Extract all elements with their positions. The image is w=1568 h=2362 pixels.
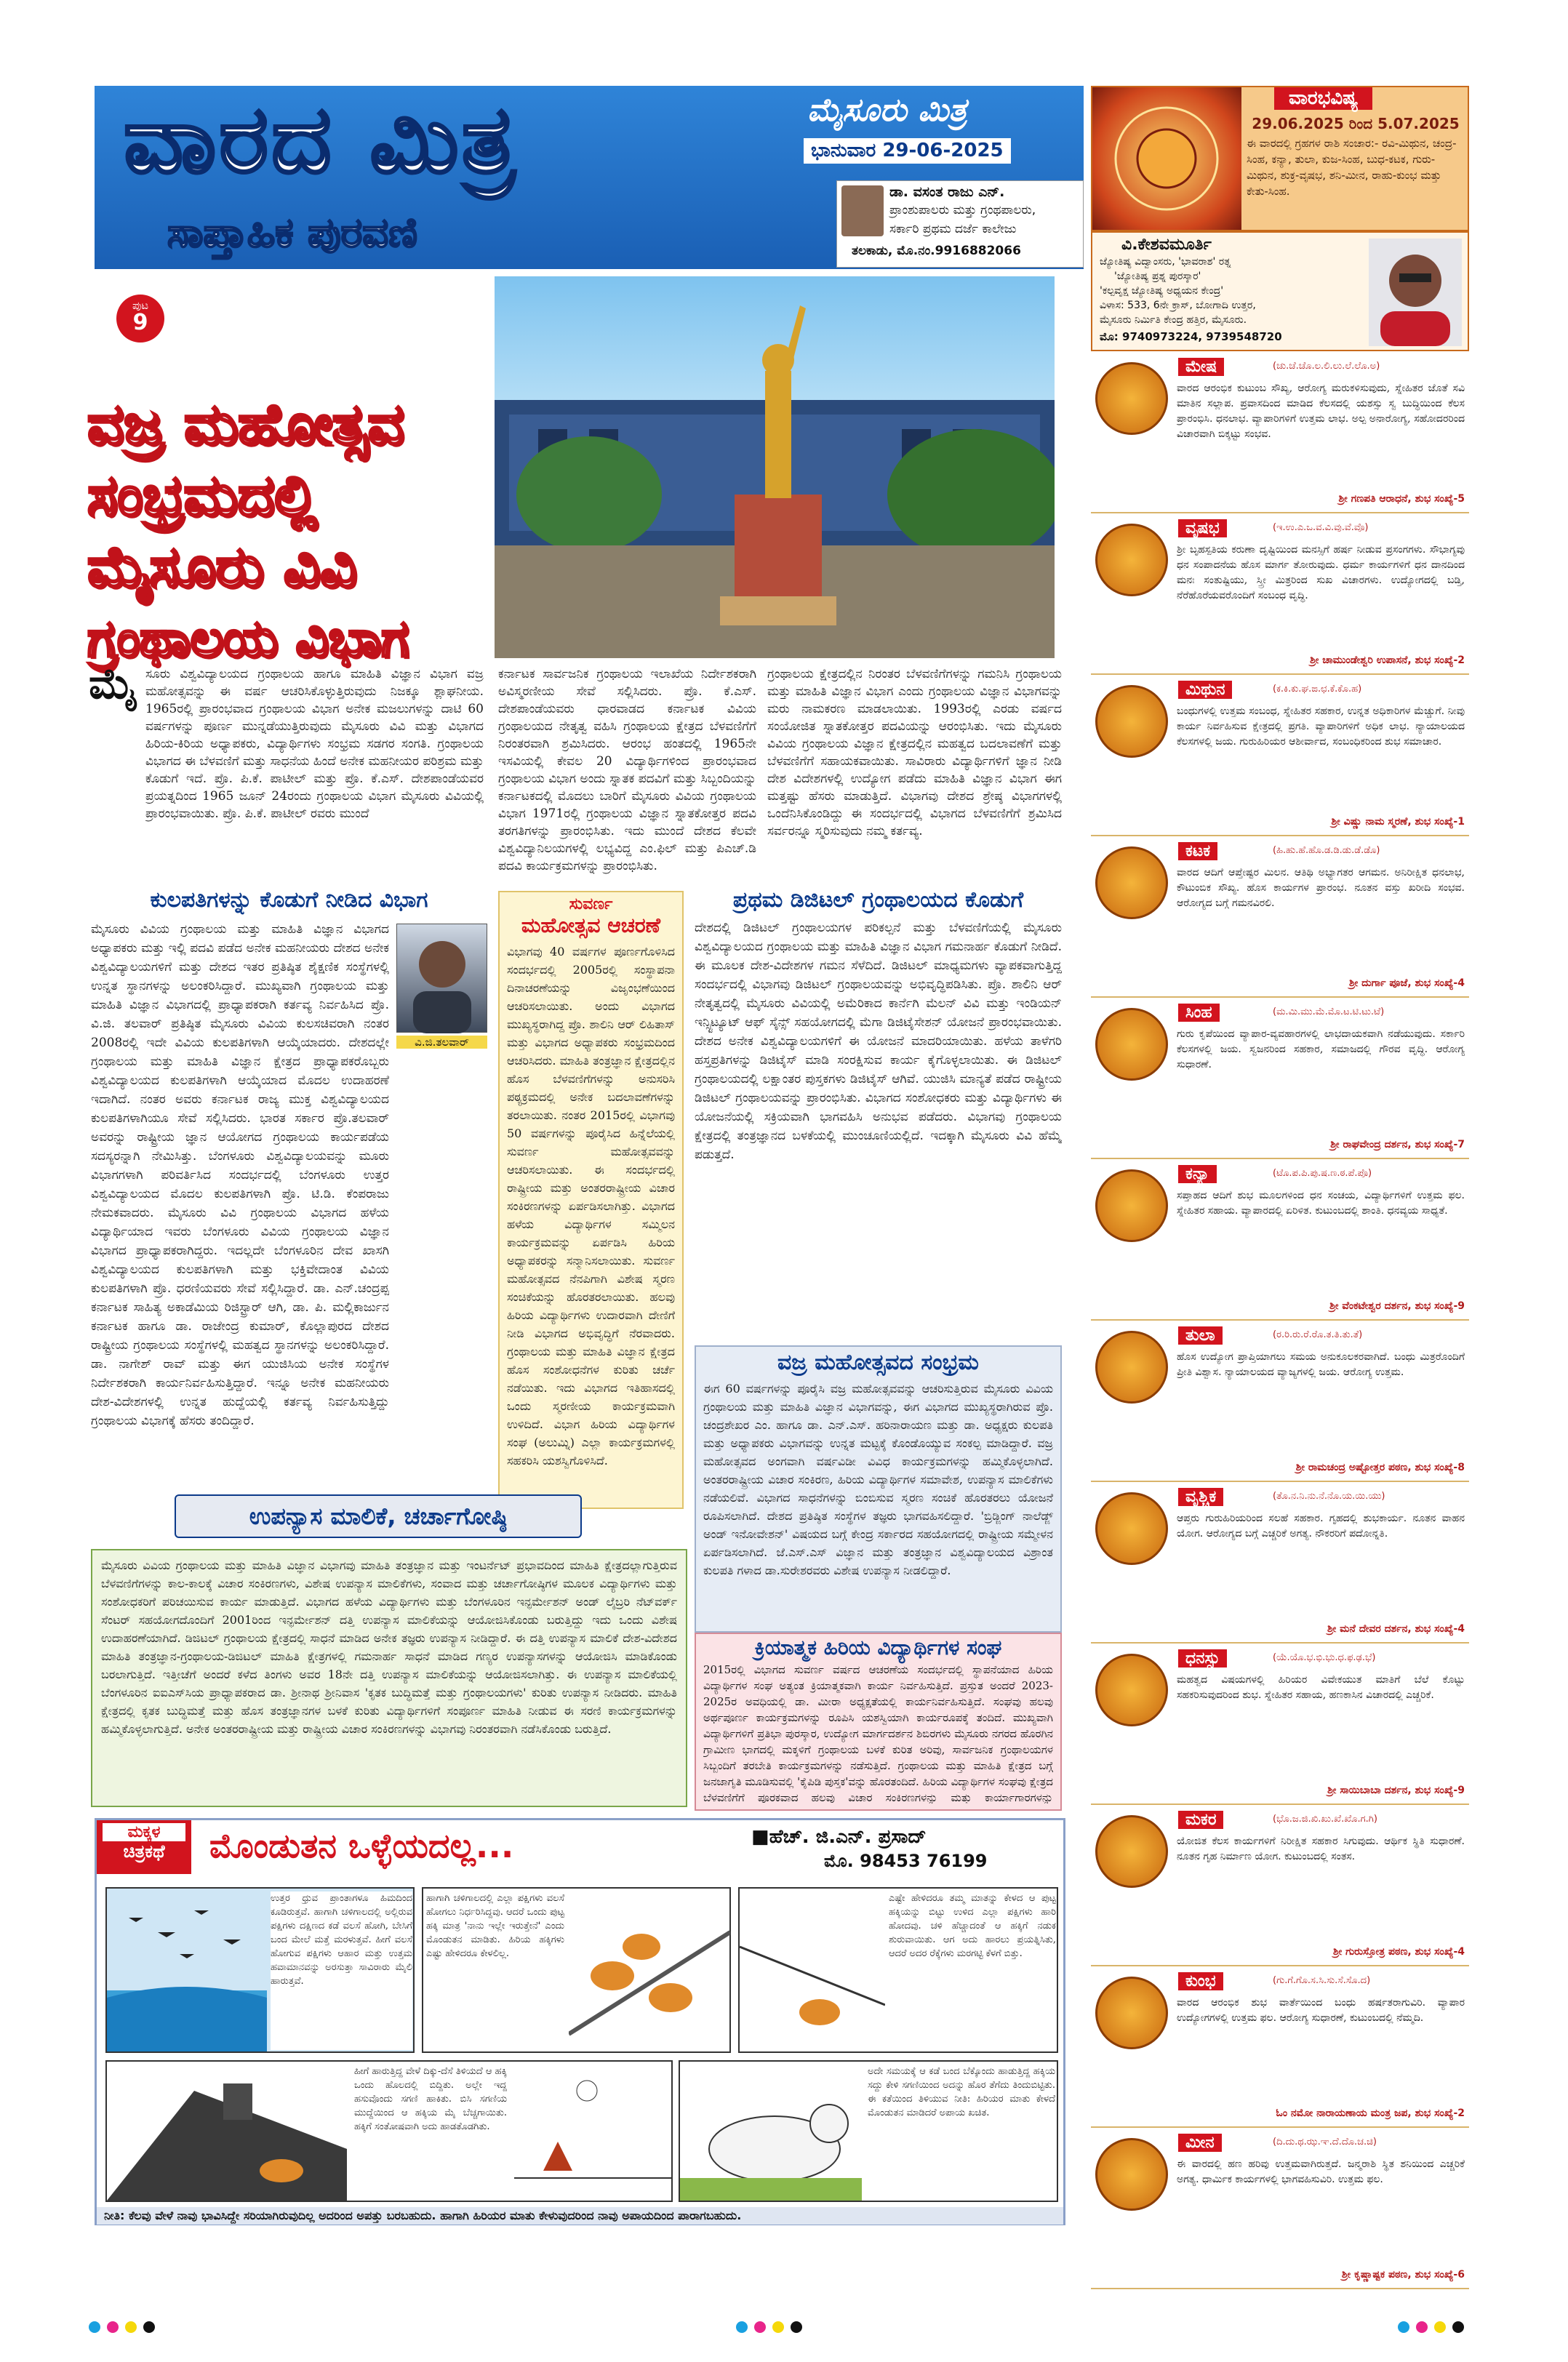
headline: [87, 389, 484, 674]
intro-col-2: ಕರ್ನಾಟಕ ಸಾರ್ವಜನಿಕ ಗ್ರಂಥಾಲಯ ಇಲಾಖೆಯ ನಿರ್ದೇಶಕರಾಗಿ ಅವಿಸ್ಮರಣೀಯ ಸೇವೆ ಸಲ್ಲಿಸಿದರು. ಪ್ರೊ. ಕೆ.ಎಸ್. ದೇಶಪಾಂಡೆಯವರು ಧಾರವಾಡದ ಕರ್ನಾಟಕ ವಿವಿಯ ಗ್ರಂಥಾಲಯದ ನೇತೃತ್ವ ವಹಿಸಿ ಗ್ರಂಥಾಲಯ ಕ್ಷೇತ್ರದ ಬೆಳವಣಿಗೆಗೆ ನಿರಂತರವಾಗಿ ಶ್ರಮಿಸಿದರು. ಆರಂಭ ಹಂತದಲ್ಲಿ 1965ನೇ ಇಸವಿಯಲ್ಲಿ ಕೇವಲ 20 ವಿದ್ಯಾರ್ಥಿಗಳಿಂದ ಪ್ರಾರಂಭವಾದ ಗ್ರಂಥಾಲಯ ವಿಭಾಗ ಅಂದು ಸ್ನಾತಕ ಪದವಿಗೆ ಮತ್ತು ಸಿಬ್ಬಂದಿಯನ್ನು ಕರ್ನಾಟಕದಲ್ಲಿ ಮೊದಲು ಬಾರಿಗೆ ಮೈಸೂರು ವಿವಿಯ ಗ್ರಂಥಾಲಯ ವಿಭಾಗ 1971ರಲ್ಲಿ ಗ್ರಂಥಾಲಯ ವಿಜ್ಞಾನ ಸ್ನಾತಕೋತ್ತರ ಪದವಿ ತರಗತಿಗಳನ್ನು ಪ್ರಾರಂಭಿಸಿತು. ಇದು ಮುಂದೆ ದೇಶದ ಕೆಲವೇ ವಿಶ್ವವಿದ್ಯಾನಿಲಯಗಳಲ್ಲಿ ಲಭ್ಯವಿದ್ದ ಎಂ.ಫಿಲ್ ಮತ್ತು ಪಿಎಚ್.ಡಿ ಪದವಿ ಕಾರ್ಯಕ್ರಮಗಳನ್ನು ಪ್ರಾರಂಭಿಸಿತು.: [498, 667, 756, 873]
sign-text: ಯೋಜಿತ ಕೆಲಸ ಕಾರ್ಯಗಳಿಗೆ ನಿರೀಕ್ಷಿತ ಸಹಕಾರ ಸಿಗುವುದು. ಆರ್ಥಿಕ ಸ್ಥಿತಿ ಸುಧಾರಣೆ. ನೂತನ ಗೃಹ ನಿರ್ಮಾಣ ಯೋಗ. ಕುಟುಂಬದಲ್ಲಿ ಸಂತಸ.: [1177, 1835, 1465, 1862]
comic-panel-text: ಹಾಗಾಗಿ ಚಳಿಗಾಲದಲ್ಲಿ ಎಲ್ಲಾ ಪಕ್ಷಿಗಳು ವಲಸೆ ಹೋಗಲು ನಿರ್ಧರಿಸಿದ್ದವು. ಆದರೆ ಒಂದು ಪುಟ್ಟ ಹಕ್ಕಿ ಮಾತ್ರ 'ನಾನು ಇಲ್ಲೇ ಇರುತ್ತೇನೆ' ಎಂದು ಮೊಂಡುತನ ಮಾಡಿತು. ಹಿರಿಯ ಹಕ್ಕಿಗಳು ಎಷ್ಟು ಹೇಳಿದರೂ ಕೇಳಲಿಲ್ಲ.: [426, 1893, 564, 1959]
comic-panel-text: ಹೀಗೆ ಹಾರುತ್ತಿದ್ದ ವೇಳೆ ದಿಕ್ಕು-ದೆಸೆ ತಿಳಿಯದೆ ಆ ಹಕ್ಕಿ ಒಂದು ಹೊಲದಲ್ಲಿ ಬಿದ್ದಿತು. ಅಲ್ಲೇ ಇದ್ದ ಹಸುವೊಂದು ಸಗಣಿ ಹಾಕಿತು. ಬಿಸಿ ಸಗಣಿಯ ಮುದ್ದೆಯಿಂದ ಆ ಹಕ್ಕಿಯ ಮೈ ಬೆಚ್ಚಗಾಯಿತು. ಹಕ್ಕಿಗೆ ಸಂತೋಷವಾಗಿ ಅದು ಹಾಡತೊಡಗಿತು.: [354, 2066, 507, 2132]
sign-remedy: ಶ್ರೀ ಮನೆ ದೇವರ ದರ್ಶನ, ಶುಭ ಸಂಖ್ಯೆ-4: [1327, 1623, 1465, 1635]
zodiac-icon: [1095, 846, 1168, 919]
horoscope-intro: ಈ ವಾರದಲ್ಲಿ ಗ್ರಹಗಳ ರಾಶಿ ಸಂಚಾರ:- ರವಿ-ಮಿಥುನ, ಚಂದ್ರ-ಸಿಂಹ, ಕನ್ಯಾ, ತುಲಾ, ಕುಜ-ಸಿಂಹ, ಬುಧ-ಕಟಕ, ಗುರು-ಮಿಥುನ, ಶುಕ್ರ-ವೃಷಭ, ಶನಿ-ಮೀನ, ರಾಹು-ಕುಂಭ ಮತ್ತು ಕೇತು-ಸಿಂಹ.: [1247, 137, 1457, 198]
sign-text: ಶ್ರೀ ಬೃಹಸ್ಪತಿಯ ಕರುಣಾ ದೃಷ್ಟಿಯಿಂದ ಮನಸ್ಸಿಗೆ ಹರ್ಷ ನೀಡುವ ಪ್ರಸಂಗಗಳು. ಸೌಭಾಗ್ಯವು ಧನ ಸಂಪಾದನೆಯ ಹೊಸ ಮಾರ್ಗ ತೋರುವುದು. ಧರ್ಮ ಕಾರ್ಯಗಳಿಗೆ ಧನ ದಾನದಿಂದ ಮನಃ ಸಂತುಷ್ಟಿಯು, ಸ್ತ್ರೀ ಮಿತ್ರರಿಂದ ಸುಖ ವಿಚಾರಗಳು. ಉದ್ಯೋಗದಲ್ಲಿ ಬಡ್ತಿ, ನೆರೆಹೊರೆಯವರೊಂದಿಗೆ ಸಂಬಂಧ ವೃದ್ಧಿ.: [1177, 544, 1465, 601]
page-number: 9: [132, 310, 148, 335]
sign-letters: (ಯೆ.ಯೊ.ಭ.ಭಿ.ಭು.ಧ.ಫ.ಢ.ಭೆ): [1273, 1652, 1376, 1663]
astrologer-line: ವಿಳಾಸ: 533, 6ನೇ ಕ್ರಾಸ್, ಬೋಗಾದಿ ಉತ್ತರ,: [1100, 300, 1256, 311]
comic-panel-3: [738, 1887, 1058, 2053]
sign-name: ಸಿಂಹ: [1178, 1004, 1220, 1022]
sign-remedy: ಶ್ರೀ ವಿಷ್ಣು ನಾಮ ಸ್ಮರಣೆ, ಶುಭ ಸಂಖ್ಯೆ-1: [1331, 816, 1465, 828]
page-label: ಪುಟ: [132, 299, 148, 312]
comic-tag: [97, 1820, 191, 1874]
zodiac-icon: [1095, 362, 1168, 435]
sign-letters: (ಇ.ಉ.ಎ.ಒ.ವ.ವಿ.ವು.ವೆ.ವೊ): [1273, 522, 1369, 533]
sign-remedy: ಶ್ರೀ ಗುರುಸ್ತೋತ್ರ ಪಠಣ, ಶುಭ ಸಂಖ್ಯೆ-4: [1332, 1946, 1465, 1958]
comic-panel-4: [105, 2060, 673, 2202]
section5-body: 2015ರಲ್ಲಿ ವಿಭಾಗದ ಸುವರ್ಣ ವರ್ಷದ ಆಚರಣೆಯ ಸಂದರ್ಭದಲ್ಲಿ ಸ್ಥಾಪನೆಯಾದ ಹಿರಿಯ ವಿದ್ಯಾರ್ಥಿಗಳ ಸಂಘ ಅತ್ಯಂತ ಕ್ರಿಯಾತ್ಮಕವಾಗಿ ಕಾರ್ಯ ನಿರ್ವಹಿಸುತ್ತಿದೆ. ಪ್ರಸ್ತುತ ಅಂದರೆ 2023-2025ರ ಅವಧಿಯಲ್ಲಿ ಡಾ. ಮೀರಾ ಅಧ್ಯಕ್ಷತೆಯಲ್ಲಿ ಕಾರ್ಯನಿರ್ವಹಿಸುತ್ತಿದೆ. ಸಂಘವು ಹಲವು ಅರ್ಥಪೂರ್ಣ ಕಾರ್ಯಕ್ರಮಗಳನ್ನು ರೂಪಿಸಿ ಯಶಸ್ವಿಯಾಗಿ ಕಾರ್ಯರೂಪಕ್ಕೆ ತಂದಿದೆ. ಮುಖ್ಯವಾಗಿ ವಿದ್ಯಾರ್ಥಿಗಳಿಗೆ ಪ್ರತಿಭಾ ಪುರಸ್ಕಾರ, ಉದ್ಯೋಗ ಮಾರ್ಗದರ್ಶನ ಶಿಬಿರಗಳು ಮೈಸೂರು ನಗರದ ಹೊರಗಿನ ಗ್ರಾಮೀಣ ಭಾಗದಲ್ಲಿ ಮಕ್ಕಳಿಗೆ ಗ್ರಂಥಾಲಯ ಬಳಕೆ ಕುರಿತ ಅರಿವು, ಸಾರ್ವಜನಿಕ ಗ್ರಂಥಾಲಯಗಳ ಸಿಬ್ಬಂದಿಗೆ ತರಬೇತಿ ಕಾರ್ಯಕ್ರಮಗಳನ್ನು ನಡೆಸುತ್ತಿದೆ. ಗ್ರಂಥಾಲಯ ಮತ್ತು ಮಾಹಿತಿ ಕ್ಷೇತ್ರದ ಬಗ್ಗೆ ಜನಜಾಗೃತಿ ಮೂಡಿಸುವಲ್ಲಿ 'ಕೈಪಿಡಿ ಪುಸ್ತಕ'ವನ್ನು ಹೊರತಂದಿದೆ. ಹಿರಿಯ ವಿದ್ಯಾರ್ಥಿಗಳ ಸಂಘವು ಕ್ಷೇತ್ರದ ಬೆಳವಣಿಗೆಗೆ ಪೂರಕವಾದ ಹಲವು ವಿಚಾರ ಸಂಕಿರಣಗಳನ್ನು ಮತ್ತು ಕಾರ್ಯಾಗಾರಗಳನ್ನು: [703, 1663, 1053, 1803]
sign-remedy: ಶ್ರೀ ಕೃಷ್ಣಾಷ್ಟಕ ಪಠಣ, ಶುಭ ಸಂಖ್ಯೆ-6: [1341, 2269, 1465, 2281]
comic-title: ಮೊಂಡುತನ ಒಳ್ಳೆಯದಲ್ಲ...: [209, 1826, 514, 1865]
sign-name: ತುಲಾ: [1178, 1326, 1223, 1345]
zodiac-icon: [1095, 1654, 1168, 1726]
section3-body: ದೇಶದಲ್ಲಿ ಡಿಜಿಟಲ್ ಗ್ರಂಥಾಲಯಗಳ ಪರಿಕಲ್ಪನೆ ಮತ್ತು ಬೆಳವಣಿಗೆಯಲ್ಲಿ ಮೈಸೂರು ವಿಶ್ವವಿದ್ಯಾಲಯದ ಗ್ರಂಥಾಲಯ ಮತ್ತು ಮಾಹಿತಿ ವಿಜ್ಞಾನ ವಿಭಾಗ ಗಮನಾರ್ಹ ಕೊಡುಗೆ ನೀಡಿದೆ. ಈ ಮೂಲಕ ದೇಶ-ವಿದೇಶಗಳ ಗಮನ ಸೆಳೆದಿದೆ. ಡಿಜಿಟಲ್ ಮಾಧ್ಯಮಗಳು ವ್ಯಾಪಕವಾಗುತ್ತಿದ್ದ ಸಂದರ್ಭದಲ್ಲಿ ವಿಭಾಗವು ಡಿಜಿಟಲ್ ಗ್ರಂಥಾಲಯವನ್ನು ಅಭಿವೃದ್ಧಿಪಡಿಸಿತು. ಪ್ರೊ. ಶಾಲಿನಿ ಆರ್ ನೇತೃತ್ವದಲ್ಲಿ ಮೈಸೂರು ವಿವಿಯಲ್ಲಿ ಅಮೆರಿಕಾದ ಕಾರ್ನೆಗಿ ಮೆಲನ್ ವಿವಿ ಮತ್ತು ಇಂಡಿಯನ್ ಇನ್ಸ್ಟಿಟ್ಯೂಟ್ ಆಫ್ ಸೈನ್ಸ್ ಸಹಯೋಗದಲ್ಲಿ ಮೆಗಾ ಡಿಜಿಟೈಸೇಶನ್ ಯೋಜನೆ ಪ್ರಾರಂಭವಾಯಿತು. ದೇಶದ ಅನೇಕ ವಿಶ್ವವಿದ್ಯಾಲಯಗಳಿಗೆ ಈ ಯೋಜನೆ ಮಾದರಿಯಾಯಿತು. ಹಳೆಯ ತಾಳೆಗರಿ ಹಸ್ತಪ್ರತಿಗಳನ್ನು ಡಿಜಿಟೈಸ್ ಮಾಡಿ ಸಂರಕ್ಷಿಸುವ ಕಾರ್ಯ ಕೈಗೊಳ್ಳಲಾಯಿತು. ಈ ಡಿಜಿಟಲ್ ಗ್ರಂಥಾಲಯದಲ್ಲಿ ಲಕ್ಷಾಂತರ ಪುಸ್ತಕಗಳು ಡಿಜಿಟೈಸ್ ಆಗಿವೆ. ಯುಜಿಸಿ ಮಾನ್ಯತೆ ಪಡೆದ ರಾಷ್ಟ್ರೀಯ ಡಿಜಿಟಲ್ ಗ್ರಂಥಾಲಯವನ್ನು ಪ್ರಾರಂಭಿಸಿತು. ವಿಭಾಗದ ಸಂಶೋಧಕರು ಮತ್ತು ವಿದ್ಯಾರ್ಥಿಗಳು ಈ ಯೋಜನೆಯಲ್ಲಿ ಸಕ್ರಿಯವಾಗಿ ಭಾಗವಹಿಸಿ ಅನುಭವ ಪಡೆದರು. ವಿಭಾಗವು ಗ್ರಂಥಾಲಯ ಕ್ಷೇತ್ರದಲ್ಲಿ ತಂತ್ರಜ್ಞಾನದ ಬಳಕೆಯಲ್ಲಿ ಮುಂಚೂಣಿಯಲ್ಲಿದೆ. ಇದಕ್ಕಾಗಿ ಮೈಸೂರು ವಿವಿ ಹೆಮ್ಮೆ ಪಡುತ್ತದೆ.: [695, 921, 1062, 1162]
editor-name: ಡಾ. ವಸಂತ ರಾಜು ಎನ್.: [889, 184, 1005, 200]
editor-line: ಪ್ರಾಂಶುಪಾಲರು ಮತ್ತು ಗ್ರಂಥಪಾಲರು,: [889, 203, 1036, 217]
editor-photo: [841, 185, 884, 236]
astrologer-line: 'ಕಲ್ಪವೃಕ್ಷ ಜ್ಯೋತಿಷ್ಯ ಅಧ್ಯಯನ ಕೇಂದ್ರ': [1100, 285, 1224, 297]
comic-panel-5: [679, 2060, 1058, 2202]
vg-talawar-photo: [396, 924, 487, 1033]
sign-remedy: ಶ್ರೀ ರಾಮಚಂದ್ರ ಅಷ್ಟೋತ್ತರ ಪಠಣ, ಶುಭ ಸಂಖ್ಯೆ-8: [1295, 1462, 1465, 1473]
zodiac-icon: [1095, 685, 1168, 758]
astrologer-name: ವಿ.ಕೇಶವಮೂರ್ತಿ: [1121, 236, 1212, 254]
sign-text: ಆಪ್ತರು ಗುರುಹಿರಿಯರಿಂದ ಸಲಹೆ ಸಹಕಾರ. ಗೃಹದಲ್ಲಿ ಶುಭಕಾರ್ಯ. ನೂತನ ವಾಹನ ಯೋಗ. ಆರೋಗ್ಯದ ಬಗ್ಗೆ ಎಚ್ಚರಿಕೆ ಅಗತ್ಯ. ನೌಕರರಿಗೆ ಪದೋನ್ನತಿ.: [1177, 1513, 1465, 1540]
horoscope-sign: [1091, 1969, 1469, 2128]
sign-letters: (ಕ.ಕಿ.ಕು.ಘ.ಙ.ಛ.ಕೆ.ಕೊ.ಹ): [1273, 684, 1362, 694]
section-heading: ಕುಲಪತಿಗಳನ್ನು ಕೊಡುಗೆ ನೀಡಿದ ವಿಭಾಗ: [150, 887, 428, 913]
sign-text: ಮಹತ್ವದ ವಿಷಯಗಳಲ್ಲಿ ಹಿರಿಯರ ವಿವೇಕಯುತ ಮಾತಿಗೆ ಬೆಲೆ ಕೊಟ್ಟು ಸಹಕರಿಸುವುದರಿಂದ ಶುಭ. ಸ್ನೇಹಿತರ ಸಹಾಯ, ಹಣಕಾಸಿನ ವಿಚಾರದಲ್ಲಿ ಎಚ್ಚರಿಕೆ.: [1177, 1674, 1465, 1701]
photo-caption: ವಿ.ಜಿ.ತಲವಾರ್: [396, 1036, 487, 1049]
zodiac-icon: [1095, 1169, 1168, 1242]
sign-letters: (ಚು.ಚೆ.ಚೊ.ಲ.ಲಿ.ಲು.ಲೆ.ಲೊ.ಅ): [1273, 361, 1380, 372]
alumni-box: [695, 1633, 1062, 1811]
statue-photo: [495, 276, 1055, 658]
editor-line: ಸರ್ಕಾರಿ ಪ್ರಥಮ ದರ್ಜೆ ಕಾಲೇಜು: [889, 222, 1017, 236]
sign-name: ಮೀನ: [1178, 2134, 1222, 2152]
comic-panel-2: [422, 1887, 731, 2053]
sign-name: ಧನಸ್ಸು: [1178, 1649, 1227, 1668]
horoscope-dates: 29.06.2025 ರಿಂದ 5.07.2025: [1252, 115, 1460, 132]
zodiac-icon: [1095, 1008, 1168, 1081]
section6-body: ಮೈಸೂರು ವಿವಿಯ ಗ್ರಂಥಾಲಯ ಮತ್ತು ಮಾಹಿತಿ ವಿಜ್ಞಾನ ವಿಭಾಗವು ಮಾಹಿತಿ ತಂತ್ರಜ್ಞಾನ ಮತ್ತು ಇಂಟರ್ನೆಟ್ ಪ್ರಭಾವದಿಂದ ಮಾಹಿತಿ ಕ್ಷೇತ್ರದಲ್ಲಾಗುತ್ತಿರುವ ಬೆಳವಣಿಗೆಗಳನ್ನು ಕಾಲ-ಕಾಲಕ್ಕೆ ವಿಚಾರ ಸಂಕಿರಣಗಳು, ವಿಶೇಷ ಉಪನ್ಯಾಸ ಮಾಲಿಕೆಗಳು, ಸಂವಾದ ಮತ್ತು ಚರ್ಚಾಗೋಷ್ಠಿಗಳ ಮೂಲಕ ವಿದ್ಯಾರ್ಥಿಗಳು ಮತ್ತು ಸಂಶೋಧಕರಿಗೆ ಪರಿಚಯಿಸುವ ಕಾರ್ಯ ಮಾಡುತ್ತಿದೆ. ವಿಭಾಗದ ಹಳೆಯ ವಿದ್ಯಾರ್ಥಿಗಳು ಮತ್ತು ಬೆಂಗಳೂರಿನ ಇನ್ಫರ್ಮೇಶನ್ ಅಂಡ್ ಲೈಬ್ರರಿ ನೆಟ್‌ವರ್ಕ್ ಸೆಂಟರ್ ಸಹಯೋಗದೊಂದಿಗೆ 2001ರಿಂದ ಇನ್ಫರ್ಮೇಶನ್ ದತ್ತಿ ಉಪನ್ಯಾಸ ಮಾಲಿಕೆಯನ್ನು ಆಯೋಜಿಸಿಕೊಂಡು ಬರುತ್ತಿದ್ದು ಇದು ಒಂದು ವಿಶೇಷ ಉದಾಹರಣೆಯಾಗಿದೆ. ಡಿಜಿಟಲ್ ಗ್ರಂಥಾಲಯ ಕ್ಷೇತ್ರದಲ್ಲಿ ಸಾಧನೆ ಮಾಡಿದ ಅನೇಕ ತಜ್ಞರು ಉಪನ್ಯಾಸ ನೀಡಿದ್ದಾರೆ. ಈ ದತ್ತಿ ಉಪನ್ಯಾಸ ಮಾಲಿಕೆ ದೇಶ-ವಿದೇಶದ ಮಾಹಿತಿ ತಂತ್ರಜ್ಞಾನ-ಗ್ರಂಥಾಲಯ-ಡಿಜಿಟಲ್ ಮಾಹಿತಿ ಕ್ಷೇತ್ರಗಳಲ್ಲಿ ಗಮನಾರ್ಹ ಸಾಧನೆ ಮಾಡಿದ ಗಣ್ಯರ ಉಪನ್ಯಾಸಗಳನ್ನು ಆಯೋಜಿಸಿ ಮಾಡಿಕೊಂಡು ಬರಲಾಗುತ್ತಿದೆ. ಇತ್ತೀಚೆಗೆ ಅಂದರೆ ಕಳೆದ ತಿಂಗಳು ಅವರ 18ನೇ ದತ್ತಿ ಉಪನ್ಯಾಸ ಮಾಲಿಕೆಯನ್ನು ಆಯೋಜಿಸಲಾಗಿತ್ತು. ಈ ಉಪನ್ಯಾಸ ಮಾಲಿಕೆಯಲ್ಲಿ ಬೆಂಗಳೂರಿನ ಐಐಎಸ್‌ಸಿಯ ಪ್ರಾಧ್ಯಾಪಕರಾದ ಡಾ. ಶ್ರೀನಾಥ ಶ್ರೀನಿವಾಸ 'ಕೃತಕ ಬುದ್ಧಿಮತ್ತೆ ಮತ್ತು ಗ್ರಂಥಾಲಯಗಳು' ಕುರಿತು ಉಪನ್ಯಾಸ ನೀಡಿದರು. ಮಾಹಿತಿ ಕ್ಷೇತ್ರದಲ್ಲಿ ಕೃತಕ ಬುದ್ಧಿಮತ್ತೆ ಮತ್ತು ಹೊಸ ತಂತ್ರಜ್ಞಾನಗಳ ಬಳಕೆ ಕುರಿತು ವಿದ್ಯಾರ್ಥಿಗಳಿಗೆ ಸಂಪೂರ್ಣ ಮಾಹಿತಿ ನೀಡುವ ಈ ಸರಣಿ ಕಾರ್ಯಕ್ರಮಗಳನ್ನು ಹಮ್ಮಿಕೊಳ್ಳಲಾಗುತ್ತಿದೆ. ಅನೇಕ ಅಂತರರಾಷ್ಟ್ರೀಯ ಮತ್ತು ರಾಷ್ಟ್ರೀಯ ವಿಚಾರ ಸಂಕಿರಣಗಳನ್ನು ವಿಭಾಗವು ನಿರಂತರವಾಗಿ ನಡೆಸಿಕೊಂಡು ಬರುತ್ತಿದೆ.: [101, 1558, 677, 1736]
zodiac-icon: [1095, 524, 1168, 596]
comic-tag-line: ಚಿತ್ರಕಥೆ: [123, 1841, 165, 1862]
sign-name: ವೃಷಭ: [1178, 519, 1227, 537]
zodiac-icon: [1095, 1331, 1168, 1404]
horoscope-sign: [1091, 516, 1469, 675]
sign-text: ವಾರದ ಆರಂಭಿಕ ಶುಭ ವಾರ್ತೆಯಿಂದ ಬಂಧು ಹರ್ಷತರಾಗುವಿರಿ. ವ್ಯಾಪಾರ ಉದ್ಯೋಗಗಳಲ್ಲಿ ಉತ್ತಮ ಫಲ. ಆರೋಗ್ಯ ಸುಧಾರಣೆ, ಕುಟುಂಬದಲ್ಲಿ ನೆಮ್ಮದಿ.: [1177, 1997, 1465, 2024]
horoscope-sign: [1091, 355, 1469, 513]
sign-remedy: ಶ್ರೀ ರಾಘವೇಂದ್ರ ದರ್ಶನ, ಶುಭ ಸಂಖ್ಯೆ-7: [1330, 1139, 1465, 1150]
sign-text: ಹೊಸ ಉದ್ಯೋಗ ಪ್ರಾಪ್ತಿಯಾಗಲು ಸಮಯ ಅನುಕೂಲಕರವಾಗಿದೆ. ಬಂಧು ಮಿತ್ರರೊಂದಿಗೆ ಪ್ರೀತಿ ವಿಶ್ವಾಸ. ನ್ಯಾಯಾಲಯದ ವ್ಯಾಜ್ಯಗಳಲ್ಲಿ ಜಯ. ಆರೋಗ್ಯ ಉತ್ತಮ.: [1177, 1351, 1465, 1378]
horoscope-sign: [1091, 1485, 1469, 1644]
sign-remedy: ಶ್ರೀ ಸಾಯಿಬಾಬಾ ದರ್ಶನ, ಶುಭ ಸಂಖ್ಯೆ-9: [1327, 1785, 1465, 1796]
comic-tag-line: ಮಕ್ಕಳ: [103, 1823, 185, 1841]
dropcap: ಮೈ: [89, 659, 138, 708]
comic-moral: ನೀತಿ: ಕೆಲವು ವೇಳೆ ನಾವು ಭಾವಿಸಿದ್ದೇ ಸರಿಯಾಗಿರುವುದಿಲ್ಲ ಅದರಿಂದ ಅಪತ್ತು ಬರಬಹುದು. ಹಾಗಾಗಿ ಹಿರಿಯರ ಮಾತು ಕೇಳುವುದರಿಂದ ನಾವು ಅಪಾಯದಿಂದ ಪಾರಾಗಬಹುದು.: [97, 2207, 1063, 2225]
comic-phone: ಮೊ. 98453 76199: [824, 1851, 988, 1871]
lecture-series-box: [91, 1549, 687, 1807]
section-heading: ಕ್ರಿಯಾತ್ಮಕ ಹಿರಿಯ ವಿದ್ಯಾರ್ಥಿಗಳ ಸಂಘ: [754, 1636, 1002, 1660]
comic-panel-1: [105, 1887, 415, 2053]
horoscope-sign: [1091, 1162, 1469, 1321]
print-registration-marks: [0, 2313, 1568, 2342]
horoscope-sign: [1091, 1808, 1469, 1966]
sign-letters: (ಹಿ.ಹು.ಹೆ.ಹೊ.ಡ.ಡಿ.ಡು.ಡೆ.ಡೊ): [1273, 845, 1380, 856]
sign-letters: (ಮ.ಮಿ.ಮು.ಮೆ.ಮೊ.ಟ.ಟಿ.ಟು.ಟೆ): [1273, 1006, 1385, 1017]
section-heading: ವಜ್ರ ಮಹೋತ್ಸವದ ಸಂಭ್ರಮ: [777, 1350, 979, 1375]
masthead: [95, 86, 1084, 269]
sign-remedy: ಓಂ ನಮೋ ನಾರಾಯಣಾಯ ಮಂತ್ರ ಜಪ, ಶುಭ ಸಂಖ್ಯೆ-2: [1276, 2107, 1465, 2119]
sign-text: ಗುರು ಕೃಪೆಯಿಂದ ವ್ಯಾಪಾರ-ವ್ಯವಹಾರಗಳಲ್ಲಿ ಲಾಭದಾಯಕವಾಗಿ ನಡೆಯುವುದು. ಸರ್ಕಾರಿ ಕೆಲಸಗಳಲ್ಲಿ ಜಯ. ಸ್ವಜನರಿಂದ ಸಹಕಾರ, ಸಮಾಜದಲ್ಲಿ ಗೌರವ ವೃದ್ಧಿ. ಆರೋಗ್ಯ ಸುಧಾರಣೆ.: [1177, 1028, 1465, 1070]
sign-text: ವಾರದ ಆದಿಗೆ ಆಪ್ತೇಷ್ಟರ ಮಿಲನ. ಆತಿಥಿ ಅಭ್ಯಾಗತರ ಆಗಮನ. ಅನಿರೀಕ್ಷಿತ ಧನಲಾಭ, ಕೌಟುಂಬಿಕ ಸೌಖ್ಯ. ಹೊಸ ಕಾರ್ಯಗಳ ಪ್ರಾರಂಭ. ನೂತನ ವಸ್ತು ಖರೀದಿ ಸಂಭವ. ಆರೋಗ್ಯದ ಬಗ್ಗೆ ಗಮನವಿರಲಿ.: [1177, 867, 1465, 909]
sign-name: ಮಿಥುನ: [1178, 681, 1232, 699]
headline-line: ಮೈಸೂರು ವಿವಿ: [87, 535, 357, 600]
sign-name: ಮೇಷ: [1178, 358, 1224, 376]
sign-letters: (ದಿ.ದು.ಥ.ಝ.ಞ.ದೆ.ದೊ.ಚ.ಚಿ): [1273, 2137, 1377, 2147]
comic-strip: [95, 1818, 1065, 2225]
section-heading: ಪ್ರಥಮ ಡಿಜಿಟಲ್ ಗ್ರಂಥಾಲಯದ ಕೊಡುಗೆ: [732, 887, 1024, 913]
photo-illustration: [495, 276, 1055, 658]
astrologer-line: ಮೈಸೂರು ನಿರ್ಮಿತಿ ಕೇಂದ್ರ ಹತ್ತಿರ, ಮೈಸೂರು.: [1100, 314, 1247, 326]
astrologer-photo: [1369, 239, 1462, 346]
horoscope-sign: [1091, 2131, 1469, 2289]
sign-letters: (ಗು.ಗೆ.ಗೊ.ಸ.ಸಿ.ಸು.ಸೆ.ಸೊ.ದ): [1273, 1975, 1371, 1986]
intro-col-3: ಗ್ರಂಥಾಲಯ ಕ್ಷೇತ್ರದಲ್ಲಿನ ನಿರಂತರ ಬೆಳವಣಿಗೆಗಳನ್ನು ಗಮನಿಸಿ ಗ್ರಂಥಾಲಯ ಮತ್ತು ಮಾಹಿತಿ ವಿಜ್ಞಾನ ವಿಭಾಗ ಎಂದು ಗ್ರಂಥಾಲಯ ವಿಜ್ಞಾನ ವಿಭಾಗವನ್ನು ಮರು ನಾಮಕರಣ ಮಾಡಲಾಯಿತು. 1993ರಲ್ಲಿ ಎರಡು ವರ್ಷದ ಸಂಯೋಜಿತ ಸ್ನಾತಕೋತ್ತರ ಪದವಿಯನ್ನು ಆರಂಭಿಸಿತು. ಇದು ಮೈಸೂರು ವಿವಿಯ ಗ್ರಂಥಾಲಯ ವಿಜ್ಞಾನ ಕ್ಷೇತ್ರದಲ್ಲಿನ ಮಹತ್ವದ ಬದಲಾವಣೆಗೆ ಮತ್ತು ಬೆಳವಣಿಗೆಗೆ ಸಹಾಯಕವಾಯಿತು. ಸಾವಿರಾರು ವಿದ್ಯಾರ್ಥಿಗಳಿಗೆ ಜ್ಞಾನ ನೀಡಿ ದೇಶ ವಿದೇಶಗಳಲ್ಲಿ ಉದ್ಯೋಗ ಪಡೆದು ಮಾಹಿತಿ ವಿಜ್ಞಾನ ವಿಭಾಗ ಈಗ ಮತ್ತಷ್ಟು ಹೆಸರು ಮಾಡುತ್ತಿದೆ. ವಿಭಾಗವು ದೇಶದ ಶ್ರೇಷ್ಠ ವಿಭಾಗಗಳಲ್ಲಿ ಒಂದೆನಿಸಿಕೊಂಡಿದ್ದು ಈ ಸಂದರ್ಭದಲ್ಲಿ ವಿಭಾಗದ ಬೆಳವಣಿಗೆಗೆ ಶ್ರಮಿಸಿದ ಸರ್ವರನ್ನೂ ಸ್ಮರಿಸುವುದು ನಮ್ಮ ಕರ್ತವ್ಯ.: [767, 667, 1062, 838]
sign-remedy: ಶ್ರೀ ಗಣಪತಿ ಆರಾಧನೆ, ಶುಭ ಸಂಖ್ಯೆ-5: [1338, 493, 1465, 505]
section-heading: ಮಹೋತ್ಸವ ಆಚರಣೆ: [521, 913, 661, 937]
suvarna-box: [498, 891, 684, 1509]
astrologer-box: [1091, 231, 1469, 351]
horoscope-title: ವಾರಭವಿಷ್ಯ: [1274, 87, 1372, 110]
sign-name: ಮಕರ: [1178, 1811, 1223, 1829]
section2-body: ವಿಭಾಗವು 40 ವರ್ಷಗಳ ಪೂರ್ಣಗೊಳಿಸಿದ ಸಂದರ್ಭದಲ್ಲಿ 2005ರಲ್ಲಿ ಸಂಸ್ಥಾಪನಾ ದಿನಾಚರಣೆಯನ್ನು ವಿಜೃಂಭಣೆಯಿಂದ ಆಚರಿಸಲಾಯಿತು. ಅಂದು ವಿಭಾಗದ ಮುಖ್ಯಸ್ಥರಾಗಿದ್ದ ಪ್ರೊ. ಶಾಲಿನಿ ಆರ್ ಲಿಹಿತಾಸ್ ಮತ್ತು ವಿಭಾಗದ ಅಧ್ಯಾಪಕರು ಸಂಭ್ರಮದಿಂದ ಆಚರಿಸಿದರು. ಮಾಹಿತಿ ತಂತ್ರಜ್ಞಾನ ಕ್ಷೇತ್ರದಲ್ಲಿನ ಹೊಸ ಬೆಳವಣಿಗೆಗಳನ್ನು ಅನುಸರಿಸಿ ಪಠ್ಯಕ್ರಮದಲ್ಲಿ ಅನೇಕ ಬದಲಾವಣೆಗಳನ್ನು ತರಲಾಯಿತು. ನಂತರ 2015ರಲ್ಲಿ ವಿಭಾಗವು 50 ವರ್ಷಗಳನ್ನು ಪೂರೈಸಿದ ಹಿನ್ನೆಲೆಯಲ್ಲಿ ಸುವರ್ಣ ಮಹೋತ್ಸವವನ್ನು ಆಚರಿಸಲಾಯಿತು. ಈ ಸಂದರ್ಭದಲ್ಲಿ ರಾಷ್ಟ್ರೀಯ ಮತ್ತು ಅಂತರರಾಷ್ಟ್ರೀಯ ವಿಚಾರ ಸಂಕಿರಣಗಳನ್ನು ಏರ್ಪಡಿಸಲಾಗಿತ್ತು. ವಿಭಾಗದ ಹಳೆಯ ವಿದ್ಯಾರ್ಥಿಗಳ ಸಮ್ಮಿಲನ ಕಾರ್ಯಕ್ರಮವನ್ನು ಏರ್ಪಡಿಸಿ ಹಿರಿಯ ಅಧ್ಯಾಪಕರನ್ನು ಸನ್ಮಾನಿಸಲಾಯಿತು. ಸುವರ್ಣ ಮಹೋತ್ಸವದ ನೆನಪಿಗಾಗಿ ವಿಶೇಷ ಸ್ಮರಣ ಸಂಚಿಕೆಯನ್ನು ಹೊರತರಲಾಯಿತು. ಹಲವು ಹಿರಿಯ ವಿದ್ಯಾರ್ಥಿಗಳು ಉದಾರವಾಗಿ ದೇಣಿಗೆ ನೀಡಿ ವಿಭಾಗದ ಅಭಿವೃದ್ಧಿಗೆ ನೆರವಾದರು. ಗ್ರಂಥಾಲಯ ಮತ್ತು ಮಾಹಿತಿ ವಿಜ್ಞಾನ ಕ್ಷೇತ್ರದ ಹೊಸ ಸಂಶೋಧನೆಗಳ ಕುರಿತು ಚರ್ಚೆ ನಡೆಯಿತು. ಇದು ವಿಭಾಗದ ಇತಿಹಾಸದಲ್ಲಿ ಒಂದು ಸ್ಮರಣೀಯ ಕಾರ್ಯಕ್ರಮವಾಗಿ ಉಳಿದಿದೆ. ವಿಭಾಗ ಹಿರಿಯ ವಿದ್ಯಾರ್ಥಿಗಳ ಸಂಘ (ಅಲುಮ್ನಿ) ಎಲ್ಲಾ ಕಾರ್ಯಕ್ರಮಗಳಲ್ಲಿ ಸಹಕರಿಸಿ ಯಶಸ್ವಿಗೊಳಿಸಿದೆ.: [507, 945, 675, 1468]
masthead-subtitle: ಸಾಪ್ತಾಹಿಕ ಪುರವಣಿ: [167, 209, 417, 257]
masthead-title: ವಾರದ ಮಿತ್ರ: [124, 86, 518, 194]
sign-letters: (ರ.ರಿ.ರು.ರೆ.ರೊ.ತ.ತಿ.ತು.ತೆ): [1273, 1329, 1363, 1340]
intro-col-1: ಸೂರು ವಿಶ್ವವಿದ್ಯಾಲಯದ ಗ್ರಂಥಾಲಯ ಹಾಗೂ ಮಾಹಿತಿ ವಿಜ್ಞಾನ ವಿಭಾಗ ವಜ್ರ ಮಹೋತ್ಸವನ್ನು ಈ ವರ್ಷ ಆಚರಿಸಿಕೊಳ್ಳುತ್ತಿರುವುದು ನಿಜಕ್ಕೂ ಶ್ಲಾಘನೀಯ. 1965ರಲ್ಲಿ ಪ್ರಾರಂಭವಾದ ಗ್ರಂಥಾಲಯ ವಿಭಾಗ ಅನೇಕ ಮಜಲುಗಳನ್ನು ದಾಟಿ 60 ವರ್ಷಗಳನ್ನು ಪೂರ್ಣ ಮುನ್ನಡೆಯುತ್ತಿರುವುದು ಮೈಸೂರು ವಿವಿ ಮತ್ತು ವಿಭಾಗದ ಹಿರಿಯ-ಕಿರಿಯ ಅಧ್ಯಾಪಕರು, ವಿದ್ಯಾರ್ಥಿಗಳು ಸಂಭ್ರಮ ಸಡಗರ ಸಂಗತಿ. ಗ್ರಂಥಾಲಯ ವಿಭಾಗದ ಈ ಬೆಳವಣಿಗೆ ಮತ್ತು ಸಾಧನೆಯ ಹಿಂದೆ ಅನೇಕ ಮಹನೀಯರ ಪರಿಶ್ರಮ ಮತ್ತು ಕೊಡುಗೆ ಇದೆ. ಪ್ರೊ. ಪಿ.ಕೆ. ಪಾಟೀಲ್ ಮತ್ತು ಪ್ರೊ. ಕೆ.ಎಸ್. ದೇಶಪಾಂಡೆಯವರ ಪ್ರಯತ್ನದಿಂದ 1965 ಜೂನ್ 24ರಂದು ಗ್ರಂಥಾಲಯ ವಿಭಾಗ ಮೈಸೂರು ವಿವಿಯಲ್ಲಿ ಪ್ರಾರಂಭವಾಯಿತು. ಪ್ರೊ. ಪಿ.ಕೆ. ಪಾಟೀಲ್ ರವರು ಮುಂದೆ: [145, 667, 484, 821]
horoscope-sign: [1091, 839, 1469, 998]
horoscope-sign: [1091, 678, 1469, 836]
astrologer-line: ಮೊ: 9740973224, 9739548720: [1100, 330, 1282, 343]
sign-text: ಈ ವಾರದಲ್ಲಿ ಹಣ ಹರಿವು ಉತ್ತಮವಾಗಿರುತ್ತದೆ. ಜನ್ಮರಾಶಿ ಸ್ಥಿತ ಶನಿಯಿಂದ ಎಚ್ಚರಿಕೆ ಅಗತ್ಯ. ಧಾರ್ಮಿಕ ಕಾರ್ಯಗಳಲ್ಲಿ ಭಾಗವಹಿಸುವಿರಿ. ಉತ್ತಮ ಫಲ.: [1177, 2158, 1465, 2185]
digital-library-box: [695, 887, 1062, 1345]
editor-line: ತಲಕಾಡು, ಮೊ.ನಂ.9916882066: [852, 244, 1021, 258]
section-heading: ಉಪನ್ಯಾಸ ಮಾಲಿಕೆ, ಚರ್ಚಾಗೋಷ್ಠಿ: [249, 1502, 508, 1530]
sign-name: ಕನ್ಯಾ: [1178, 1165, 1217, 1183]
section-heading-top: ಸುವರ್ಣ: [569, 895, 613, 913]
zodiac-icon: [1095, 1977, 1168, 2049]
page-number-badge: [116, 295, 164, 343]
comic-panel-text: ಅದೇ ಸಮಯಕ್ಕೆ ಆ ಕಡೆ ಬಂದ ಬೆಕ್ಕೊಂದು ಹಾಡುತ್ತಿದ್ದ ಹಕ್ಕಿಯ ಸದ್ದು ಕೇಳಿ ಸಗಣಿಯಿಂದ ಅದನ್ನು ಹೊರ ತೆಗೆದು ತಿಂದುಬಿಟ್ಟಿತು. ಈ ಕತೆಯಿಂದ ತಿಳಿಯುವ ನೀತಿ: ಹಿರಿಯರ ಮಾತು ಕೇಳದೆ ಮೊಂಡುತನ ಮಾಡಿದರೆ ಅಪಾಯ ಖಚಿತ.: [868, 2066, 1055, 2118]
lecture-series-heading-box: [175, 1494, 582, 1538]
comic-author: ■ಹೆಚ್. ಜಿ.ಎನ್. ಪ್ರಸಾದ್: [751, 1826, 927, 1848]
sign-remedy: ಶ್ರೀ ವೆಂಕಟೇಶ್ವರ ದರ್ಶನ, ಶುಭ ಸಂಖ್ಯೆ-9: [1329, 1300, 1465, 1312]
horoscope-sign: [1091, 1324, 1469, 1482]
sign-name: ವೃಶ್ಚಿಕ: [1178, 1488, 1223, 1506]
sign-letters: (ತೊ.ನ.ನಿ.ನು.ನೆ.ನೊ.ಯ.ಯಿ.ಯು): [1273, 1491, 1385, 1502]
comic-panel-text: ಉತ್ತರ ಧ್ರುವ ಪ್ರಾಂತಾಗಳೂ ಹಿಮದಿಂದ ಕೂಡಿರುತ್ತವೆ. ಹಾಗಾಗಿ ಚಳಿಗಾಲದಲ್ಲಿ ಅಲ್ಲಿರುವ ಪಕ್ಷಿಗಳು ದಕ್ಷಿಣದ ಕಡೆ ವಲಸೆ ಹೋಗಿ, ಬೇಸಿಗೆ ಬಂದ ಮೇಲೆ ಮತ್ತೆ ಮರಳುತ್ತವೆ. ಹೀಗೆ ವಲಸೆ ಹೋಗುವ ಪಕ್ಷಿಗಳು ಆಹಾರ ಮತ್ತು ಉತ್ತಮ ಹವಾಮಾನವನ್ನು ಅರಸುತ್ತಾ ಸಾವಿರಾರು ಮೈಲಿ ಹಾರುತ್ತವೆ.: [271, 1891, 412, 2050]
comic-panel-text: ಎಷ್ಟೇ ಹೇಳಿದರೂ ತಮ್ಮ ಮಾತನ್ನು ಕೇಳದ ಆ ಪುಟ್ಟ ಹಕ್ಕಿಯನ್ನು ಬಿಟ್ಟು ಉಳಿದ ಎಲ್ಲಾ ಪಕ್ಷಿಗಳು ಹಾರಿ ಹೋದವು. ಚಳಿ ಹೆಚ್ಚಾದಂತೆ ಆ ಹಕ್ಕಿಗೆ ನಡುಕ ಶುರುವಾಯಿತು. ಆಗ ಅದು ಹಾರಲು ಪ್ರಯತ್ನಿಸಿತು, ಆದರೆ ಅದರ ರೆಕ್ಕೆಗಳು ಮರಗಟ್ಟಿ ಕೆಳಗೆ ಬಿತ್ತು.: [889, 1893, 1056, 1959]
sign-remedy: ಶ್ರೀ ದುರ್ಗಾ ಪೂಜೆ, ಶುಭ ಸಂಖ್ಯೆ-4: [1348, 977, 1465, 989]
astrologer-line: ಜ್ಯೋತಿಷ್ಯ ವಿದ್ವಾಂಸರು, 'ಭಾವರಾಶ' ರತ್ನ: [1100, 256, 1231, 268]
sign-letters: (ಭೊ.ಜ.ಜಿ.ಖಿ.ಖು.ಖೆ.ಖೊ.ಗ.ಗಿ): [1273, 1814, 1377, 1825]
sign-letters: (ಟೊ.ಪ.ಪಿ.ಪು.ಷ.ಣ.ಠ.ಪೆ.ಪೊ): [1273, 1168, 1372, 1179]
zodiac-icon: [1095, 1492, 1168, 1565]
sign-name: ಕುಂಭ: [1178, 1972, 1223, 1990]
editor-box: [836, 180, 1084, 268]
sign-name: ಕಟಕ: [1178, 842, 1217, 860]
horoscope-sign: [1091, 1001, 1469, 1159]
issue-date: ಭಾನುವಾರ 29-06-2025: [804, 138, 1011, 164]
vajra-box: [695, 1345, 1062, 1633]
section4-body: ಈಗ 60 ವರ್ಷಗಳನ್ನು ಪೂರೈಸಿ ವಜ್ರ ಮಹೋತ್ಸವವನ್ನು ಆಚರಿಸುತ್ತಿರುವ ಮೈಸೂರು ವಿವಿಯ ಗ್ರಂಥಾಲಯ ಮತ್ತು ಮಾಹಿತಿ ವಿಜ್ಞಾನ ವಿಭಾಗವನ್ನು, ಈಗ ವಿಭಾಗದ ಮುಖ್ಯಸ್ಥರಾಗಿರುವ ಪ್ರೊ. ಚಂದ್ರಶೇಖರ ಎಂ. ಹಾಗೂ ಡಾ. ಎನ್.ಎಸ್. ಹರಿನಾರಾಯಣ ಮತ್ತು ಡಾ. ಅಧ್ಯಕ್ಷರು ಕುಲಪತಿ ಮತ್ತು ಅಧ್ಯಾಪಕರು ವಿಭಾಗವನ್ನು ಉನ್ನತ ಮಟ್ಟಕ್ಕೆ ಕೊಂಡೊಯ್ಯುವ ಸಂಕಲ್ಪ ಮಾಡಿದ್ದಾರೆ. ವಜ್ರ ಮಹೋತ್ಸವದ ಅಂಗವಾಗಿ ವರ್ಷವಿಡೀ ವಿವಿಧ ಕಾರ್ಯಕ್ರಮಗಳನ್ನು ಹಮ್ಮಿಕೊಳ್ಳಲಾಗಿದೆ. ಅಂತರರಾಷ್ಟ್ರೀಯ ವಿಚಾರ ಸಂಕಿರಣ, ಹಿರಿಯ ವಿದ್ಯಾರ್ಥಿಗಳ ಸಮಾವೇಶ, ಉಪನ್ಯಾಸ ಮಾಲಿಕೆಗಳು ನಡೆಯಲಿವೆ. ವಿಭಾಗದ ಸಾಧನೆಗಳನ್ನು ಬಿಂಬಿಸುವ ಸ್ಮರಣ ಸಂಚಿಕೆ ಹೊರತರಲು ಯೋಜನೆ ರೂಪಿಸಲಾಗಿದೆ. ದೇಶದ ಪ್ರತಿಷ್ಠಿತ ಸಂಸ್ಥೆಗಳ ತಜ್ಞರು ಭಾಗವಹಿಸಲಿದ್ದಾರೆ. 'ಬ್ರಿಡ್ಜಿಂಗ್ ನಾಲೆಡ್ಜ್ ಅಂಡ್ ಇನೋವೇಶನ್' ವಿಷಯದ ಬಗ್ಗೆ ಕೇಂದ್ರ ಸರ್ಕಾರದ ಸಹಯೋಗದಲ್ಲಿ ರಾಷ್ಟ್ರೀಯ ಸಮ್ಮೇಳನ ಏರ್ಪಡಿಸಲಾಗಿದೆ. ಜೆ.ಎಸ್.ಎಸ್ ವಿಜ್ಞಾನ ಮತ್ತು ತಂತ್ರಜ್ಞಾನ ವಿಶ್ವವಿದ್ಯಾಲಯದ ವಿಶ್ರಾಂತ ಕುಲಪತಿ ಗಳಾದ ಡಾ.ಸುರೇಶರವರು ವಿಶೇಷ ಉಪನ್ಯಾಸ ನೀಡಲಿದ್ದಾರೆ.: [703, 1382, 1053, 1577]
zodiac-icon: [1095, 1815, 1168, 1888]
newspaper-name: ಮೈಸೂರು ಮಿತ್ರ: [807, 92, 967, 129]
headline-line: ಸಂಭ್ರಮದಲ್ಲಿ: [87, 463, 318, 529]
horoscope-header: [1091, 86, 1469, 231]
horoscope-sign: [1091, 1646, 1469, 1805]
section1-body: ಮೈಸೂರು ವಿವಿಯ ಗ್ರಂಥಾಲಯ ಮತ್ತು ಮಾಹಿತಿ ವಿಜ್ಞಾನ ವಿಭಾಗದ ಅಧ್ಯಾಪಕರು ಮತ್ತು ಇಲ್ಲಿ ಪದವಿ ಪಡೆದ ಅನೇಕ ಮಹನೀಯರು ದೇಶದ ಅನೇಕ ವಿಶ್ವವಿದ್ಯಾಲಯಗಳಿಗೆ ಮತ್ತು ದೇಶದ ಇತರ ಪ್ರತಿಷ್ಠಿತ ಶೈಕ್ಷಣಿಕ ಸಂಸ್ಥೆಗಳಲ್ಲಿ ಉನ್ನತ ಸ್ಥಾನಗಳನ್ನು ಅಲಂಕರಿಸಿದ್ದಾರೆ. ಮುಖ್ಯವಾಗಿ ಗ್ರಂಥಾಲಯ ಮತ್ತು ಮಾಹಿತಿ ವಿಜ್ಞಾನ ವಿಭಾಗದಲ್ಲಿ ಪ್ರಾಧ್ಯಾಪಕರಾಗಿ ಕರ್ತವ್ಯ ನಿರ್ವಹಿಸಿದ ಪ್ರೊ. ವಿ.ಜಿ. ತಲವಾರ್ ಪ್ರತಿಷ್ಠಿತ ಮೈಸೂರು ವಿವಿಯ ಕುಲಸಚಿವರಾಗಿ ನಂತರ 2008ರಲ್ಲಿ ಇದೇ ವಿವಿಯ ಕುಲಪತಿಗಳಾಗಿ ಆಯ್ಕೆಯಾದರು. ದೇಶದಲ್ಲೇ ಗ್ರಂಥಾಲಯ ಮತ್ತು ಮಾಹಿತಿ ವಿಜ್ಞಾನ ಕ್ಷೇತ್ರದ ಪ್ರಾಧ್ಯಾಪಕರೊಬ್ಬರು ವಿಶ್ವವಿದ್ಯಾಲಯದ ಕುಲಪತಿಗಳಾಗಿ ಆಯ್ಕೆಯಾದ ಮೊದಲ ಉದಾಹರಣೆ ಇದಾಗಿದೆ. ನಂತರ ಅವರು ಕರ್ನಾಟಕ ರಾಜ್ಯ ಮುಕ್ತ ವಿಶ್ವವಿದ್ಯಾಲಯದ ಕುಲಪತಿಗಳಾಗಿಯೂ ಸೇವೆ ಸಲ್ಲಿಸಿದರು. ಭಾರತ ಸರ್ಕಾರ ಪ್ರೊ.ತಲವಾರ್ ಅವರನ್ನು ರಾಷ್ಟ್ರೀಯ ಜ್ಞಾನ ಆಯೋಗದ ಗ್ರಂಥಾಲಯ ಕಾರ್ಯಪಡೆಯ ಸದಸ್ಯರನ್ನಾಗಿ ನೇಮಿಸಿತ್ತು. ಬೆಂಗಳೂರು ವಿಶ್ವವಿದ್ಯಾಲಯವನ್ನು ಮೂರು ವಿಭಾಗಗಳಾಗಿ ಪರಿವರ್ತಿಸಿದ ಸಂದರ್ಭದಲ್ಲಿ ಬೆಂಗಳೂರು ಉತ್ತರ ವಿಶ್ವವಿದ್ಯಾಲಯದ ಮೊದಲ ಕುಲಪತಿಗಳಾಗಿ ಪ್ರೊ. ಟಿ.ಡಿ. ಕೆಂಪರಾಜು ನೇಮಕವಾದರು. ಮೈಸೂರು ವಿವಿ ಗ್ರಂಥಾಲಯ ವಿಭಾಗದ ಹಳೆಯ ವಿದ್ಯಾರ್ಥಿಯಾದ ಇವರು ಬೆಂಗಳೂರು ವಿವಿಯ ಗ್ರಂಥಾಲಯ ವಿಜ್ಞಾನ ವಿಭಾಗದ ಪ್ರಾಧ್ಯಾಪಕರಾಗಿದ್ದರು. ಇದಲ್ಲದೇ ಬೆಂಗಳೂರಿನ ದೇವ ಖಾಸಗಿ ವಿಶ್ವವಿದ್ಯಾಲಯದ ಕುಲಪತಿಗಳಾಗಿ ಮತ್ತು ಭಕ್ತಿವೇದಾಂತ ವಿವಿಯ ಕುಲಪತಿಗಳಾಗಿ ಪ್ರೊ. ಧರಣಿಯವರು ಸೇವೆ ಸಲ್ಲಿಸಿದ್ದಾರೆ. ಡಾ. ಎನ್.ಚಂದ್ರಪ್ಪ ಕರ್ನಾಟಕ ಸಾಹಿತ್ಯ ಅಕಾಡೆಮಿಯ ರಿಜಿಸ್ಟ್ರಾರ್ ಆಗಿ, ಡಾ. ಪಿ. ಮಲ್ಲಿಕಾರ್ಜುನ ಕರ್ನಾಟಕ ಹಾಗೂ ಡಾ. ರಾಜೇಂದ್ರ ಕುಮಾರ್, ಕೊಲ್ಲಾಪುರದ ದೇಶದ ರಾಷ್ಟ್ರೀಯ ಗ್ರಂಥಾಲಯ ಸಂಸ್ಥೆಗಳಲ್ಲಿ ಮಹತ್ವದ ಸ್ಥಾನಗಳನ್ನು ಅಲಂಕರಿಸಿದ್ದಾರೆ. ಡಾ. ನಾಗೇಶ್ ರಾವ್ ಮತ್ತು ಈಗ ಯುಜಿಸಿಯ ಅನೇಕ ಸಂಸ್ಥೆಗಳ ನಿರ್ದೇಶಕರಾಗಿ ಕಾರ್ಯನಿರ್ವಹಿಸುತ್ತಿದ್ದಾರೆ. ಇನ್ನೂ ಅನೇಕ ಮಹನೀಯರು ದೇಶ-ವಿದೇಶಗಳಲ್ಲಿ ಉನ್ನತ ಹುದ್ದೆಯಲ್ಲಿ ಕರ್ತವ್ಯ ನಿರ್ವಹಿಸುತ್ತಿದ್ದು ಗ್ರಂಥಾಲಯ ವಿಭಾಗಕ್ಕೆ ಹೆಸರು ತಂದಿದ್ದಾರೆ.: [91, 922, 389, 1428]
headline-line: ಗ್ರಂಥಾಲಯ ವಿಭಾಗ: [87, 609, 409, 668]
zodiac-wheel: [1092, 87, 1241, 230]
sign-text: ವಾರದ ಆರಂಭಿಕ ಕುಟುಂಬ ಸೌಖ್ಯ, ಆರೋಗ್ಯ ಮರುಕಳಿಸುವುದು, ಸ್ನೇಹಿತರ ಜೊತೆ ಸವಿ ಮಾತಿನ ಸಲ್ಲಾಪ. ಪ್ರವಾಸದಿಂದ ಮಾಡಿದ ಕೆಲಸದಲ್ಲಿ ಯಶಸ್ಸು ಸ್ವ ಬುದ್ಧಿಯಿಂದ ಕೆಲಸ ಪ್ರಾರಂಭಿಸಿ. ಧನಲಾಭ. ವ್ಯಾಪಾರಿಗಳಿಗೆ ಉತ್ತಮ ಲಾಭ. ಅಲ್ಪ ಅನಾರೋಗ್ಯ, ಸಹೋದರರಿಂದ ವಿಚಾರವಾಗಿ ಬಿಕ್ಕಟ್ಟು ಸಂಭವ.: [1177, 383, 1465, 440]
headline-line: ವಜ್ರ ಮಹೋತ್ಸವ: [87, 392, 404, 457]
zodiac-icon: [1095, 2138, 1168, 2211]
sign-text: ಸಪ್ತಾಹದ ಆದಿಗೆ ಶುಭ ಮೂಲಗಳಿಂದ ಧನ ಸಂಚಯ, ವಿದ್ಯಾರ್ಥಿಗಳಿಗೆ ಉತ್ತಮ ಫಲ. ಸ್ನೇಹಿತರ ಸಹಾಯ. ವ್ಯಾಪಾರದಲ್ಲಿ ಏರಿಳಿತ. ಕುಟುಂಬದಲ್ಲಿ ಶಾಂತಿ. ಧನವ್ಯಯ ಸಾಧ್ಯತೆ.: [1177, 1190, 1465, 1217]
sign-remedy: ಶ್ರೀ ಚಾಮುಂಡೇಶ್ವರಿ ಉಪಾಸನೆ, ಶುಭ ಸಂಖ್ಯೆ-2: [1310, 654, 1465, 666]
sign-text: ಬಂಧುಗಳಲ್ಲಿ ಉತ್ತಮ ಸಂಬಂಧ, ಸ್ನೇಹಿತರ ಸಹಕಾರ, ಉನ್ನತ ಅಧಿಕಾರಿಗಳ ಮೆಚ್ಚುಗೆ. ನೀವು ಕಾರ್ಯ ನಿರ್ವಹಿಸುವ ಕ್ಷೇತ್ರದಲ್ಲಿ ಪ್ರಗತಿ. ವ್ಯಾಪಾರಿಗಳಿಗೆ ಅಧಿಕ ಲಾಭ. ನ್ಯಾಯಾಲಯದ ಕೆಲಸಗಳಲ್ಲಿ ಜಯ. ಗುರುಹಿರಿಯರ ಆಶೀರ್ವಾದ, ಸಂಬಂಧಿಕರಿಂದ ಶುಭ ಸಮಾಚಾರ.: [1177, 705, 1465, 748]
astrologer-line: 'ಜ್ಯೋತಿಷ್ಯ ಪ್ರಶ್ನ ಪುರಸ್ಕಾರ': [1114, 271, 1201, 282]
